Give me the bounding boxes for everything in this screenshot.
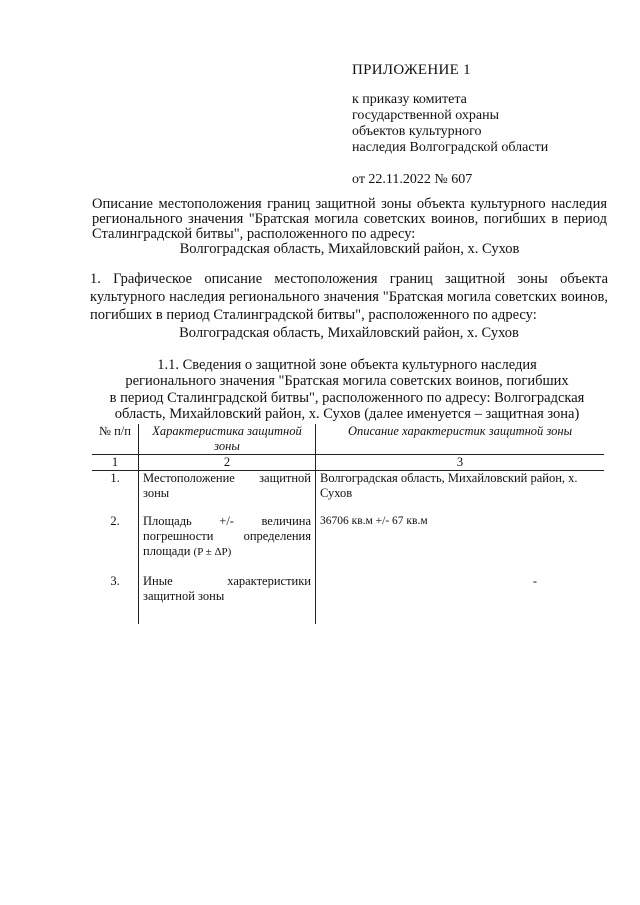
row-description: - — [532, 574, 538, 588]
document-heading — [92, 197, 607, 257]
section-1-line: культурного наследия регионального значения "Братская могила советских — [90, 289, 557, 305]
subsection-line: 1.1. Сведения о защитной зоне объекта культурного наследия — [157, 357, 537, 373]
protection-zone-table — [92, 424, 604, 624]
heading-line: Описание местоположения границ защитной зоны объекта культурного — [92, 196, 546, 212]
table-column-numbers-row — [92, 455, 604, 471]
column-number: 1 — [92, 455, 139, 471]
table-header-row — [92, 424, 604, 455]
appendix-line: государственной охраны — [352, 108, 500, 123]
header-characteristic: Характеристика защитной зоны — [139, 424, 316, 455]
heading-line: Волгоградская область, Михайловский район, х. Сухов — [179, 241, 520, 257]
column-number: 3 — [316, 455, 605, 471]
section-1-line: воинов, погибших в период Сталинградской битвы", расположенного по адресу: — [90, 289, 608, 323]
row-description: 36706 кв.м +/- 67 кв.м — [320, 515, 428, 527]
appendix-line: к приказу комитета — [352, 92, 467, 107]
heading-line: наследия регионального значения "Братская могила советских воинов, — [92, 196, 607, 227]
section-1-line: 1. Графическое описание местоположения границ защитной зоны объекта — [90, 271, 608, 287]
row-characteristic: Местоположение защитной зоны — [139, 471, 316, 515]
subsection-line: область, Михайловский район, х. Сухов (далее именуется – защитная зона) — [114, 405, 580, 422]
column-number: 2 — [139, 455, 316, 471]
heading-line: погибших в период Сталинградской битвы", расположенного по адресу: — [92, 211, 608, 242]
header-description: Описание характеристик защитной зоны — [316, 424, 605, 455]
appendix-line: наследия Волгоградской области — [352, 140, 549, 155]
row-number: 3. — [92, 574, 139, 624]
appendix-line: объектов культурного — [352, 124, 482, 139]
subsection-line: регионального значения "Братская могила советских воинов, погибших — [125, 373, 569, 390]
header-number: № п/п — [92, 424, 139, 455]
subsection-line: в период Сталинградской битвы", расположенного по адресу: Волгоградская — [109, 389, 585, 406]
subsection-1-1-title — [97, 357, 597, 422]
row-characteristic: Иные характеристики защитной зоны — [139, 574, 316, 624]
row-characteristic: Площадь +/- величина погрешности определения площади — [143, 514, 311, 558]
appendix-title: ПРИЛОЖЕНИЕ 1 — [352, 62, 471, 78]
area-formula: (P ± ΔP) — [193, 546, 232, 558]
table-row — [92, 574, 604, 624]
section-1-line: Волгоградская область, Михайловский район, х. Сухов — [179, 325, 519, 341]
row-description-cell — [316, 574, 605, 624]
row-characteristic-cell — [139, 514, 316, 574]
appendix-block — [352, 62, 548, 188]
table-row — [92, 471, 604, 515]
row-description: Волгоградская область, Михайловский район, х. Сухов — [320, 471, 578, 500]
section-1-title — [90, 270, 608, 342]
row-number: 1. — [92, 471, 139, 515]
appendix-date: от 22.11.2022 № 607 — [352, 172, 473, 187]
table-row — [92, 514, 604, 574]
row-number: 2. — [92, 514, 139, 574]
